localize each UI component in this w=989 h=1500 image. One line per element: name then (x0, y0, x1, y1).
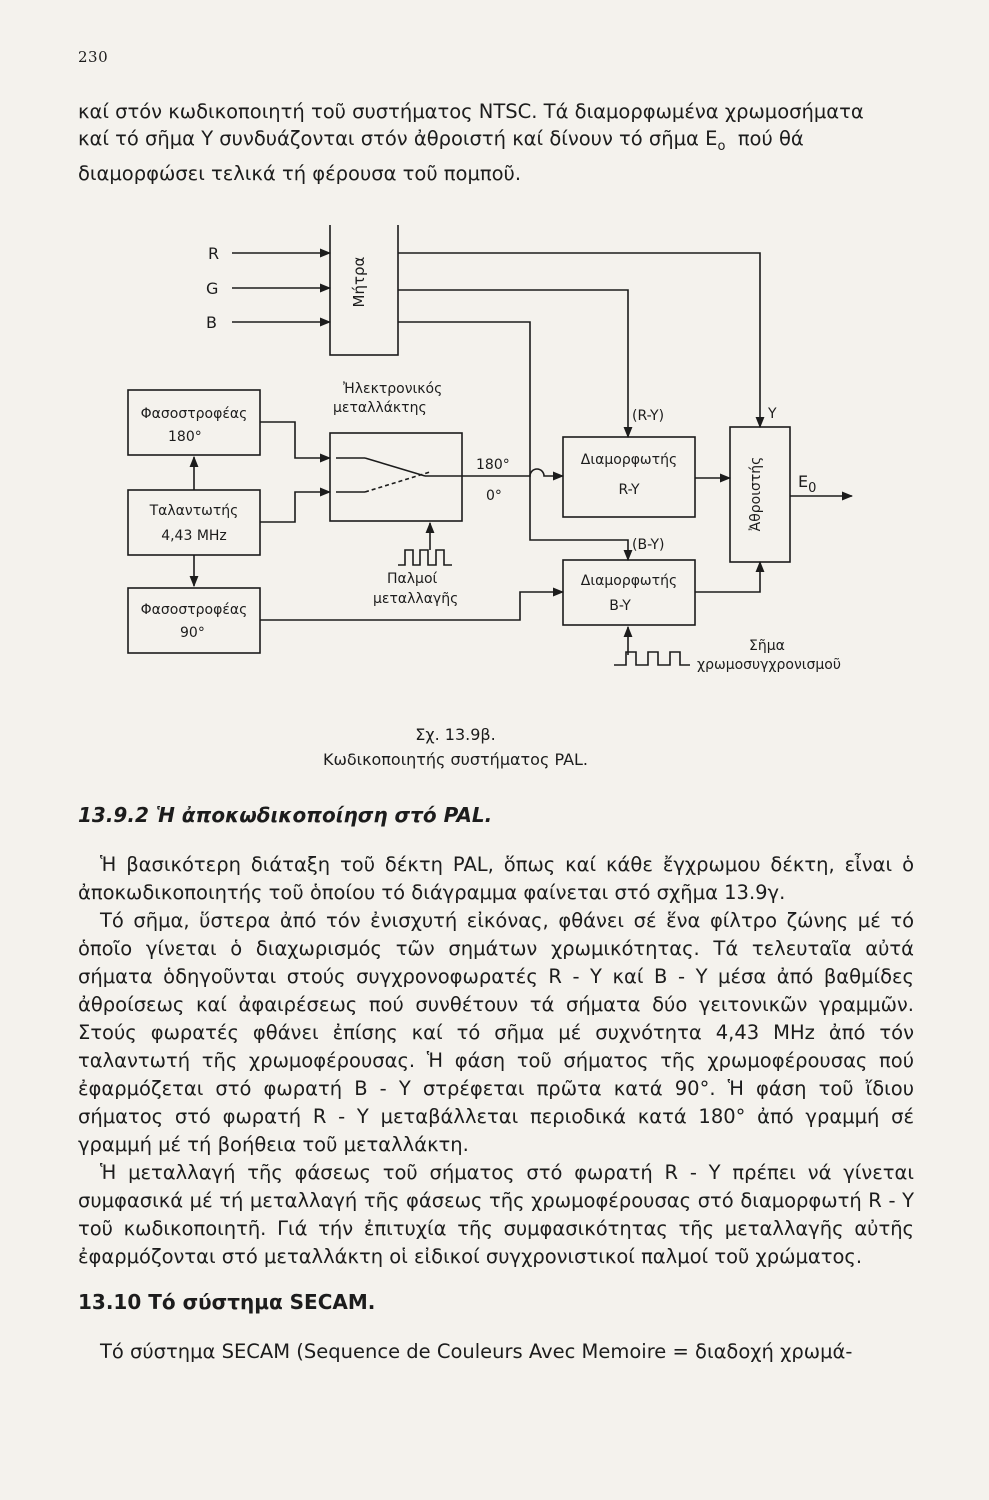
input-b: B (206, 313, 217, 332)
matrix-label: Μήτρα (350, 256, 368, 308)
modulator-by-block (563, 560, 695, 625)
section-body-secam (78, 1338, 914, 1366)
modulator-ry-block (563, 437, 695, 517)
signal-ry-label: (R-Y) (632, 408, 665, 424)
phase-shifter-180-label-2: 180° (168, 429, 202, 445)
modulator-ry-label-1: Διαμορφωτής (580, 452, 678, 468)
oscillator-label-2: 4,43 MHz (161, 528, 227, 544)
phase-shifter-90-block (128, 588, 260, 653)
intro-line-1: καί στόν κωδικοποιητή τοῦ συστήματος NTSC. Τά διαμορφωμένα χρωμοσήματα (78, 100, 864, 123)
modulator-ry-label-2: R-Y (618, 482, 640, 498)
adder-label: Ἀθροιστής (748, 456, 764, 532)
signal-y-label: Y (768, 406, 777, 422)
caption-number: Σχ. 13.9β. (415, 725, 496, 744)
modulator-by-label-2: B-Y (609, 598, 631, 614)
modulator-by-label-1: Διαμορφωτής (580, 573, 678, 589)
switching-pulses-label-2: μεταλλαγῆς (373, 591, 459, 607)
section-body-pal-decoding (78, 851, 914, 1271)
switch-block (330, 433, 462, 521)
paragraph-4: Τό σύστημα SECAM (Sequence de Couleurs Avec Memoire = διαδοχή χρωμά- (100, 1340, 853, 1363)
pal-encoder-diagram (0, 225, 989, 725)
switch-label-1: Ἠλεκτρονικός (343, 381, 443, 397)
intro-paragraph (78, 98, 908, 187)
phase-shifter-90-label-1: Φασοστροφέας (140, 602, 248, 618)
paragraph-1: Ἡ βασικότερη διάταξη τοῦ δέκτη PAL, ὅπως καί κάθε ἔγχρωμου δέκτη, εἶναι ὁ ἀποκωδικοποιητής τοῦ ὁποίου τό διάγραμμα φαίνεται στό σχῆμα 13.9γ. (78, 853, 914, 904)
input-r: R (208, 244, 220, 263)
phase-shifter-90-label-2: 90° (180, 625, 205, 641)
output-label: $E_0$ (798, 472, 817, 496)
signal-by-label: (B-Y) (632, 537, 665, 553)
figure-caption (0, 722, 989, 772)
phase-shifter-180-label-1: Φασοστροφέας (140, 406, 248, 422)
sync-signal-label-2: χρωμοσυγχρονισμοῦ (697, 657, 841, 673)
paragraph-2: Τό σῆμα, ὕστερα ἀπό τόν ἐνισχυτή εἰκόνας, φθάνει σέ ἕνα φίλτρο ζώνης μέ τό ὁποῖο γίνεται ὁ διαχωρισμός τῶν σημάτων χρωμικότητας. Τά τελευταῖα αὐτά σήματα ὁδηγοῦνται στούς συγχρονοφωρατές R - Y καί B - Y μέσα ἀπό βαθμίδες ἀθροίσεως καί ἀφαιρέσεως πού συνθέτουν τά σήματα δύο γειτονικῶν γραμμῶν. Στούς φωρατές φθάνει ἐπίσης καί τό σῆμα μέ συχνότητα 4,43 MHz ἀπό τόν ταλαντωτή τῆς χρωμοφέρουσας. Ἡ φάση τοῦ σήματος τῆς χρωμοφέρουσας πού ἐφαρμόζεται στό φωρατή B - Y στρέφεται πρῶτα κατά 90°. Ἡ φάση τοῦ ἴδιου σήματος στό φωρατή R - Y μεταβάλλεται περιοδικά κατά 180° ἀπό γραμμή σέ γραμμή μέ τή βοήθεια τοῦ μεταλλάκτη. (78, 909, 914, 1156)
phase-shifter-180-block (128, 390, 260, 455)
page-number: 230 (78, 48, 109, 66)
caption-title: Κωδικοποιητής συστήματος PAL. (322, 750, 589, 769)
switch-position-180: 180° (476, 457, 510, 473)
oscillator-block (128, 490, 260, 555)
sync-signal-label-1: Σῆμα (749, 638, 785, 654)
switch-position-0: 0° (486, 488, 502, 504)
section-title-pal-decoding: 13.9.2 Ἡ ἀποκωδικοποίηση στό PAL. (78, 803, 493, 827)
switch-label-2: μεταλλάκτης (333, 400, 427, 416)
intro-line-3: διαμορφώσει τελικά τή φέρουσα τοῦ πομποῦ. (78, 161, 522, 185)
section-title-secam: 13.10 Τό σύστημα SECAM. (78, 1290, 376, 1314)
oscillator-label-1: Ταλαντωτής (149, 503, 239, 519)
paragraph-3: Ἡ μεταλλαγή τῆς φάσεως τοῦ σήματος στό φωρατή R - Y πρέπει νά γίνεται συμφασικά μέ τή μεταλλαγή τῆς φάσεως τῆς χρωμοφέρουσας στό διαμορφωτή R - Y τοῦ κωδικοποιητῆ. Γιά τήν ἐπιτυχία τῆς συμφασικότητας τῆς μεταλλαγῆς αὐτῆς ἐφαρμόζονται στό μεταλλάκτη οἱ εἰδικοί συγχρονιστικοί παλμοί τοῦ χρώματος. (78, 1161, 914, 1268)
input-g: G (206, 279, 219, 298)
intro-line-2: καί τό σῆμα Y συνδυάζονται στόν ἀθροιστή καί δίνουν τό σῆμα $E_o$ πού θά (78, 127, 804, 154)
switching-pulses-label-1: Παλμοί (387, 571, 438, 587)
